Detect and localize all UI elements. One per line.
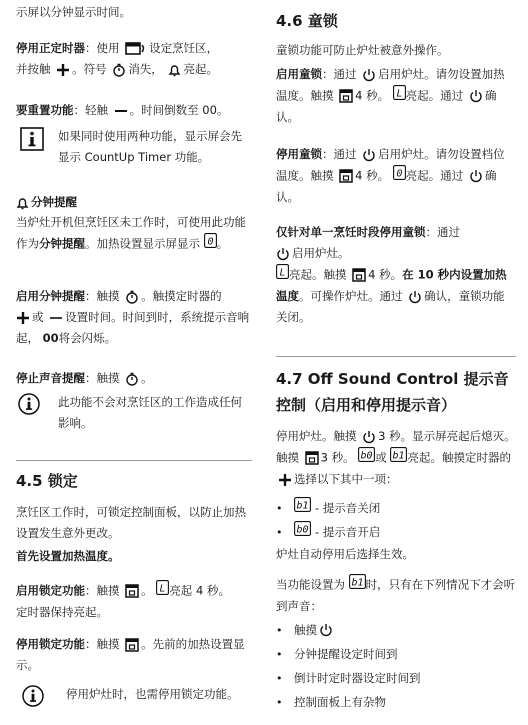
lcd-text: L	[159, 583, 166, 595]
text: 。	[141, 583, 153, 598]
power-icon	[469, 89, 483, 103]
power-icon	[319, 623, 333, 637]
text: 。	[216, 236, 229, 251]
lcd-text: b1	[351, 577, 364, 589]
text: 设定烹饪区，	[149, 41, 219, 55]
text: 设置时间。时间到时，系统提示音响起，	[16, 310, 250, 345]
lcd-text: b0	[296, 524, 309, 536]
text: ：轻触	[73, 103, 108, 117]
text: 定时器保持亮起。	[16, 605, 108, 619]
text: 。触摸定时器的	[141, 289, 222, 303]
note-text: 停用炉灶时，也需停用锁定功能。	[66, 687, 239, 701]
bullet-dot: •	[276, 501, 283, 515]
enable-reminder-paragraph	[16, 286, 252, 349]
text: 时，只有在下列情况下才会听到声音：	[276, 577, 516, 613]
text: 亮起。触摸	[289, 267, 347, 282]
bullet-dot: •	[276, 623, 283, 637]
text: 00	[42, 331, 59, 345]
child-lock-intro: 童锁功能可防止炉灶被意外操作。	[276, 43, 449, 57]
text: ：触摸	[85, 371, 120, 385]
bell-icon	[168, 63, 181, 77]
lcd-display-b1	[349, 574, 366, 596]
text: 当炉灶开机但烹饪区未工作时，可使用此功能作为	[16, 215, 246, 251]
lcd-text: b0	[360, 450, 373, 462]
text: ：触摸	[85, 289, 120, 303]
bullet-dot: •	[276, 671, 283, 685]
lock-intro: 烹饪区工作时，可锁定控制面板，以防止加热设置发生意外更改。	[16, 505, 246, 540]
enable-child-lock-paragraph	[276, 64, 516, 128]
text: 4 秒。	[355, 168, 390, 183]
condition-text: 触摸	[294, 622, 317, 637]
lock-icon	[339, 89, 353, 103]
lcd-text: b1	[392, 450, 405, 462]
text: 或	[375, 450, 387, 465]
list-item	[276, 666, 516, 690]
text: 分钟提醒	[39, 236, 85, 251]
lcd-display-b1	[294, 497, 311, 519]
lcd-display-b1	[390, 447, 407, 469]
timer-icon	[125, 372, 139, 386]
lcd-display-b0	[358, 447, 375, 469]
text: ：通过	[322, 67, 357, 81]
lock-icon	[339, 169, 353, 183]
lcd-display-l	[276, 264, 289, 286]
condition-text: 控制面板上有杂物	[294, 694, 386, 709]
option-label: - 提示音开启	[315, 524, 381, 539]
power-icon	[276, 247, 290, 261]
lock-icon	[305, 451, 319, 465]
text: 。	[141, 371, 153, 385]
list-item	[276, 642, 516, 666]
power-icon	[362, 430, 376, 444]
list-item	[276, 618, 516, 642]
sound-conditions-list	[276, 618, 516, 714]
text: 亮起。	[183, 62, 218, 76]
power-icon	[362, 148, 376, 162]
text: 或	[32, 310, 44, 324]
section-4-6-title: 4.6 童锁	[276, 12, 338, 30]
lcd-display-b0	[294, 521, 311, 543]
text: 启用炉灶。	[292, 246, 350, 260]
condition-text: 倒计时定时器设定时间到	[294, 670, 421, 685]
info-icon	[22, 685, 44, 714]
bell-icon	[16, 196, 29, 210]
text: 启用炉灶。请勿设置档位温度。触摸	[276, 147, 505, 183]
section-4-5-title: 4.5 锁定	[16, 472, 78, 490]
lcd-text: 0	[207, 236, 214, 248]
stop-sound-paragraph	[16, 368, 252, 389]
lcd-text: b1	[296, 500, 309, 512]
text: 确认。	[276, 168, 497, 204]
text: 并按触	[16, 62, 51, 76]
power-icon	[408, 290, 422, 304]
lcd-display-0	[393, 165, 406, 187]
plus-icon	[56, 63, 70, 77]
text: 当功能设置为	[276, 577, 345, 592]
lcd-text: L	[396, 88, 403, 100]
text: ：通过	[425, 225, 460, 239]
lock-icon	[352, 268, 366, 282]
text: 3 秒。显示屏亮起后熄灭。触摸	[276, 429, 516, 465]
timer-icon	[112, 63, 126, 77]
note-lock-off	[22, 684, 252, 714]
option-label: - 提示音关闭	[315, 500, 381, 515]
section-divider	[276, 356, 516, 357]
text: 。可操作炉灶。通过	[299, 289, 403, 303]
text: 在 10 秒内设置加热温度	[276, 267, 507, 303]
minute-reminder-title	[16, 192, 252, 213]
enable-child-lock-label: 启用童锁	[276, 67, 322, 81]
text: 。时间倒数至 00。	[129, 103, 229, 117]
disable-child-lock-label: 停用童锁	[276, 147, 322, 161]
text: 启用炉灶。请勿设置加热温度。触摸	[276, 67, 505, 103]
text: ：使用	[85, 41, 120, 55]
bullet-dot: •	[276, 525, 283, 539]
lcd-display-l	[393, 85, 406, 107]
single-session-label: 仅针对单一烹饪时段停用童锁	[276, 225, 426, 239]
enable-reminder-label: 启用分钟提醒	[16, 289, 85, 303]
minus-icon	[114, 106, 128, 116]
list-item	[276, 690, 516, 714]
single-session-paragraph	[276, 222, 516, 328]
text: 亮起。通过	[405, 168, 464, 183]
timer-icon	[125, 290, 139, 304]
lcd-display-l	[156, 580, 169, 602]
sound-options-list	[276, 496, 516, 544]
text: ：通过	[322, 147, 357, 161]
enable-lock-paragraph	[16, 580, 252, 623]
section-divider	[16, 460, 252, 461]
bullet-dot: •	[276, 647, 283, 661]
text: 。符号	[72, 62, 107, 76]
lcd-text: 0	[396, 168, 403, 180]
text: 亮起。触摸定时器的	[407, 450, 511, 465]
text: 将会闪烁。	[58, 331, 117, 345]
note-text: 如果同时使用两种功能，显示屏会先显示 CountUp Timer 功能。	[58, 129, 242, 164]
section-title: 分钟提醒	[31, 195, 77, 209]
text: 4 秒。	[368, 267, 403, 282]
stop-sound-label: 停止声音提醒	[16, 371, 85, 385]
reset-function-label: 要重置功能	[16, 103, 74, 117]
text: 停用炉灶。触摸	[276, 429, 357, 443]
text: 确认。	[276, 88, 497, 124]
lcd-display-0	[204, 233, 217, 255]
minus-icon	[49, 313, 63, 323]
list-item	[276, 520, 516, 544]
disable-lock-paragraph	[16, 634, 252, 676]
plus-icon	[278, 473, 292, 487]
list-item	[276, 496, 516, 520]
text: 亮起。通过	[405, 88, 464, 103]
text: 3 秒。	[320, 450, 355, 465]
auto-apply-text: 炉灶自动停用后选择生效。	[276, 547, 414, 561]
lock-first-step: 首先设置加热温度。	[16, 549, 120, 563]
condition-text: 分钟提醒设定时间到	[294, 646, 398, 661]
text: 确认，童锁功能关闭。	[276, 289, 505, 324]
info-icon	[20, 127, 44, 158]
text: 消失，	[128, 62, 163, 76]
note-text: 此功能不会对烹饪区的工作造成任何影响。	[58, 395, 242, 430]
text: ：触摸	[85, 583, 120, 598]
intro-text: 示屏以分钟显示时间。	[16, 5, 131, 19]
text: 。加热设置显示屏显示	[85, 236, 200, 251]
text: 4 秒。	[355, 88, 390, 103]
note-count-up	[20, 126, 252, 168]
plus-icon	[16, 311, 30, 325]
text: ：触摸	[85, 637, 120, 651]
disable-child-lock-paragraph	[276, 144, 516, 208]
section-4-7-title: 4.7 Off Sound Control 提示音控制（启用和停用提示音）	[276, 370, 509, 414]
note-no-effect	[18, 392, 252, 434]
enable-lock-label: 启用锁定功能	[16, 583, 85, 598]
minute-reminder-paragraph	[16, 212, 252, 255]
disable-fixed-timer-label: 停用正定时器	[16, 41, 85, 55]
disable-lock-label: 停用锁定功能	[16, 637, 85, 651]
power-icon	[362, 68, 376, 82]
lcd-text: L	[279, 267, 286, 279]
text: 。先前的加热设置显示。	[16, 637, 245, 672]
text: 选择以下其中一项：	[294, 472, 398, 486]
text: 亮起 4 秒。	[169, 583, 230, 598]
info-icon	[18, 393, 40, 422]
power-icon	[469, 169, 483, 183]
sound-when-paragraph	[276, 574, 516, 617]
bullet-dot: •	[276, 695, 283, 709]
sound-control-paragraph	[276, 426, 516, 490]
lock-icon	[125, 638, 139, 652]
reset-function-paragraph	[16, 100, 252, 121]
disable-fixed-timer-paragraph	[16, 38, 252, 80]
lock-icon	[125, 584, 139, 598]
zone-select-icon	[125, 42, 147, 56]
